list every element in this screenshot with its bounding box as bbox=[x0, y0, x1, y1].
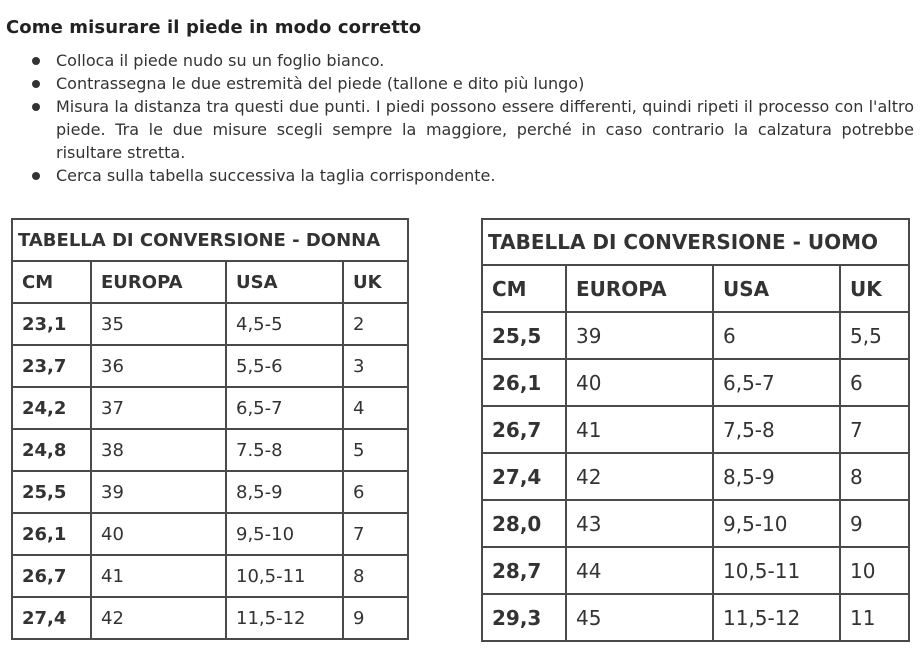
cm-cell: 26,7 bbox=[482, 406, 566, 453]
table-row bbox=[12, 345, 408, 387]
europa-cell: 42 bbox=[91, 597, 226, 639]
table-row bbox=[12, 429, 408, 471]
uk-cell: 8 bbox=[343, 555, 408, 597]
europa-cell: 36 bbox=[91, 345, 226, 387]
bullet-icon bbox=[32, 80, 40, 88]
cm-cell: 26,1 bbox=[482, 359, 566, 406]
cm-cell: 28,0 bbox=[482, 500, 566, 547]
table-row bbox=[482, 406, 909, 453]
table-row bbox=[482, 594, 909, 641]
europa-cell: 35 bbox=[91, 303, 226, 345]
uk-cell: 2 bbox=[343, 303, 408, 345]
uk-cell: 7 bbox=[840, 406, 909, 453]
table-row bbox=[12, 597, 408, 639]
europa-cell: 37 bbox=[91, 387, 226, 429]
usa-cell: 6 bbox=[713, 312, 840, 359]
cm-cell: 23,1 bbox=[12, 303, 91, 345]
table-caption-row bbox=[12, 219, 408, 261]
page-title: Come misurare il piede in modo corretto bbox=[6, 17, 422, 39]
instruction-item bbox=[30, 72, 914, 95]
column-header-uk: UK bbox=[343, 261, 408, 303]
uk-cell: 5 bbox=[343, 429, 408, 471]
men-table-caption: TABELLA DI CONVERSIONE - UOMO bbox=[482, 219, 909, 265]
cm-cell: 26,7 bbox=[12, 555, 91, 597]
table-header-row bbox=[12, 261, 408, 303]
column-header-europa: EUROPA bbox=[566, 265, 713, 312]
europa-cell: 38 bbox=[91, 429, 226, 471]
cm-cell: 26,1 bbox=[12, 513, 91, 555]
bullet-icon bbox=[32, 172, 40, 180]
table-header-row bbox=[482, 265, 909, 312]
instruction-item bbox=[30, 164, 914, 187]
usa-cell: 8,5-9 bbox=[713, 453, 840, 500]
europa-cell: 40 bbox=[91, 513, 226, 555]
table-caption-row bbox=[482, 219, 909, 265]
usa-cell: 5,5-6 bbox=[226, 345, 343, 387]
table-row bbox=[12, 471, 408, 513]
uk-cell: 4 bbox=[343, 387, 408, 429]
usa-cell: 11,5-12 bbox=[713, 594, 840, 641]
column-header-usa: USA bbox=[713, 265, 840, 312]
cm-cell: 28,7 bbox=[482, 547, 566, 594]
table-row bbox=[482, 312, 909, 359]
cm-cell: 27,4 bbox=[12, 597, 91, 639]
uk-cell: 5,5 bbox=[840, 312, 909, 359]
usa-cell: 6,5-7 bbox=[226, 387, 343, 429]
column-header-usa: USA bbox=[226, 261, 343, 303]
women-size-table bbox=[11, 218, 409, 640]
instruction-item bbox=[30, 95, 914, 164]
uk-cell: 7 bbox=[343, 513, 408, 555]
bullet-icon bbox=[32, 57, 40, 65]
cm-cell: 24,8 bbox=[12, 429, 91, 471]
europa-cell: 40 bbox=[566, 359, 713, 406]
table-row bbox=[482, 500, 909, 547]
europa-cell: 39 bbox=[91, 471, 226, 513]
usa-cell: 9,5-10 bbox=[226, 513, 343, 555]
cm-cell: 27,4 bbox=[482, 453, 566, 500]
table-row bbox=[12, 513, 408, 555]
usa-cell: 4,5-5 bbox=[226, 303, 343, 345]
column-header-cm: CM bbox=[482, 265, 566, 312]
instruction-text: Colloca il piede nudo su un foglio bianco. bbox=[56, 51, 385, 70]
europa-cell: 45 bbox=[566, 594, 713, 641]
table-row bbox=[12, 555, 408, 597]
instruction-text: Contrassegna le due estremità del piede (tallone e dito più lungo) bbox=[56, 74, 585, 93]
instruction-item bbox=[30, 49, 914, 72]
usa-cell: 8,5-9 bbox=[226, 471, 343, 513]
europa-cell: 39 bbox=[566, 312, 713, 359]
instruction-text: Misura la distanza tra questi due punti. I piedi possono essere differenti, quindi ripeti il processo con l'altro piede. Tra le due misure scegli sempre la maggiore, perché in caso contrario la calzatura potrebbe risultare stretta. bbox=[56, 97, 914, 162]
europa-cell: 41 bbox=[91, 555, 226, 597]
europa-cell: 43 bbox=[566, 500, 713, 547]
men-size-table bbox=[481, 218, 910, 642]
usa-cell: 11,5-12 bbox=[226, 597, 343, 639]
usa-cell: 7,5-8 bbox=[713, 406, 840, 453]
uk-cell: 10 bbox=[840, 547, 909, 594]
table-row bbox=[482, 547, 909, 594]
instruction-text: Cerca sulla tabella successiva la taglia corrispondente. bbox=[56, 166, 496, 185]
uk-cell: 6 bbox=[840, 359, 909, 406]
cm-cell: 25,5 bbox=[482, 312, 566, 359]
column-header-europa: EUROPA bbox=[91, 261, 226, 303]
cm-cell: 29,3 bbox=[482, 594, 566, 641]
uk-cell: 9 bbox=[840, 500, 909, 547]
cm-cell: 23,7 bbox=[12, 345, 91, 387]
bullet-icon bbox=[32, 103, 40, 111]
table-row bbox=[482, 453, 909, 500]
table-row bbox=[12, 303, 408, 345]
europa-cell: 42 bbox=[566, 453, 713, 500]
uk-cell: 3 bbox=[343, 345, 408, 387]
europa-cell: 41 bbox=[566, 406, 713, 453]
usa-cell: 6,5-7 bbox=[713, 359, 840, 406]
uk-cell: 9 bbox=[343, 597, 408, 639]
cm-cell: 25,5 bbox=[12, 471, 91, 513]
column-header-uk: UK bbox=[840, 265, 909, 312]
uk-cell: 8 bbox=[840, 453, 909, 500]
usa-cell: 9,5-10 bbox=[713, 500, 840, 547]
column-header-cm: CM bbox=[12, 261, 91, 303]
instruction-list bbox=[30, 49, 914, 187]
table-row bbox=[12, 387, 408, 429]
europa-cell: 44 bbox=[566, 547, 713, 594]
usa-cell: 10,5-11 bbox=[713, 547, 840, 594]
usa-cell: 7.5-8 bbox=[226, 429, 343, 471]
usa-cell: 10,5-11 bbox=[226, 555, 343, 597]
cm-cell: 24,2 bbox=[12, 387, 91, 429]
women-table-caption: TABELLA DI CONVERSIONE - DONNA bbox=[12, 219, 408, 261]
uk-cell: 6 bbox=[343, 471, 408, 513]
table-row bbox=[482, 359, 909, 406]
uk-cell: 11 bbox=[840, 594, 909, 641]
